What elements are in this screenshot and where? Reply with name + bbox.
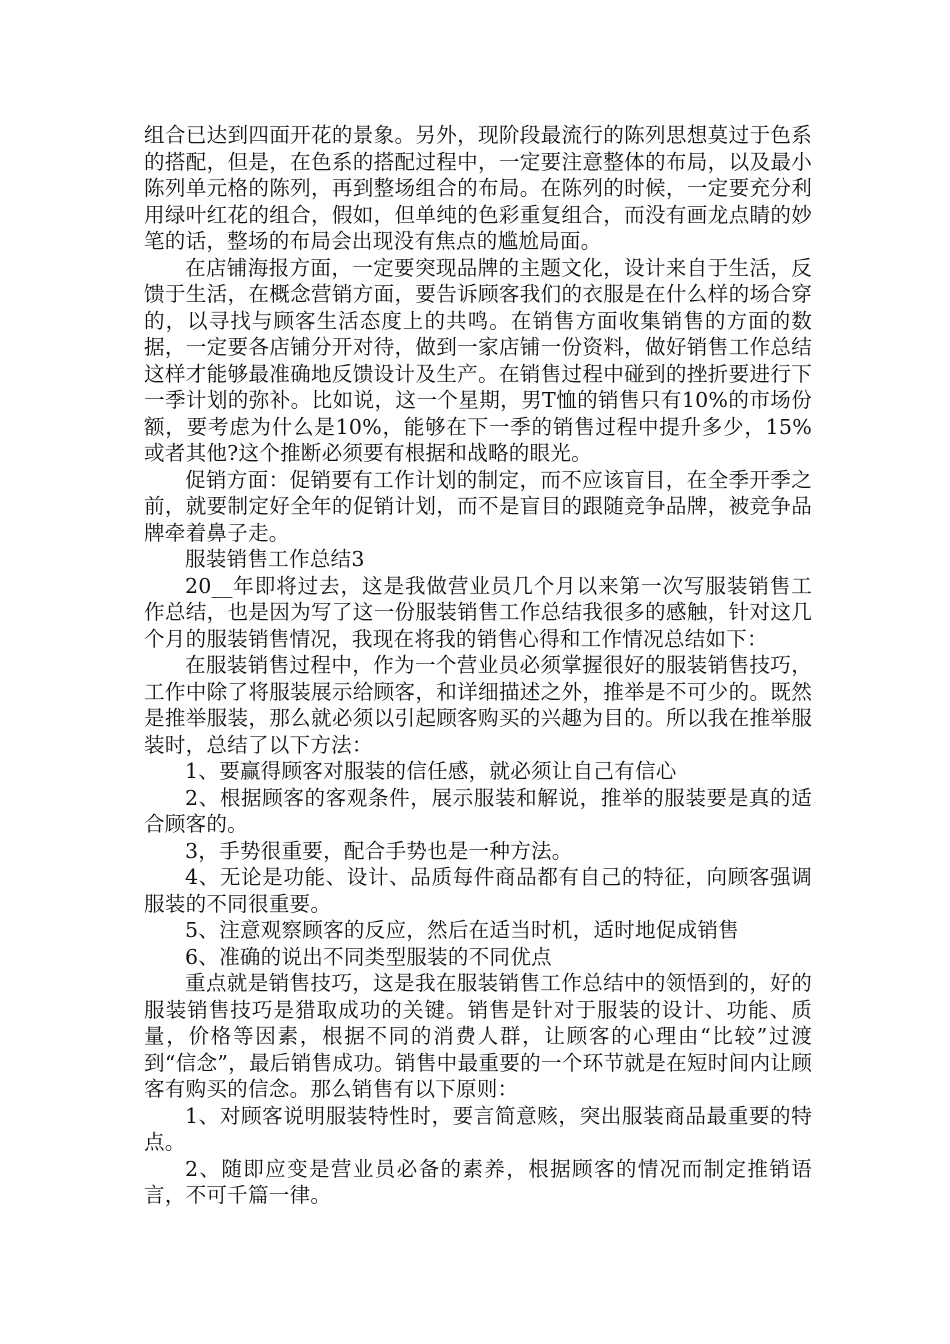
list-item-method-6: 6、准确的说出不同类型服装的不同优点 (185, 944, 552, 969)
list-item-method-5: 5、注意观察顾客的反应，然后在适当时机，适时地促成销售 (185, 918, 739, 942)
document-body (144, 122, 812, 1209)
list-item-method-1: 1、要赢得顾客对服装的信任感，就必须让自己有信心 (185, 759, 677, 783)
paragraph-promotion: 促销方面：促销要有工作计划的制定，而不应该盲目，在全季开季之前，就要制定好全年的促销计划，而不是盲目的跟随竞争品牌，被竞争品牌牵着鼻子走。 (144, 467, 812, 545)
list-item-principle-2: 2、随即应变是营业员必备的素养，根据顾客的情况而制定推销语言，不可千篇一律。 (144, 1156, 812, 1207)
list-item-method-2: 2、根据顾客的客观条件，展示服装和解说，推举的服装要是真的适合顾客的。 (144, 785, 812, 836)
paragraph-poster-marketing: 在店铺海报方面，一定要突现品牌的主题文化，设计来自于生活，反馈于生活，在概念营销方面，要告诉顾客我们的衣服是在什么样的场合穿的，以寻找与顾客生活态度上的共鸣。在销售方面收集销售的方面的数据，一定要各店铺分开对待，做到一家店铺一份资料，做好销售工作总结这样才能够最准确地反馈设计及生产。在销售过程中碰到的挫折要进行下一季计划的弥补。比如说，这一个星期，男T恤的销售只有10%的市场份额，要考虑为什么是10%，能够在下一季的销售过程中提升多少，15%或者其他?这个推断必须要有根据和战略的眼光。 (144, 255, 812, 465)
paragraph-sales-skills: 在服装销售过程中，作为一个营业员必须掌握很好的服装销售技巧，工作中除了将服装展示给顾客，和详细描述之外，推举是不可少的。既然是推举服装，那么就必须以引起顾客购买的兴趣为目的。所以我在推举服装时，总结了以下方法： (144, 653, 812, 757)
list-item-principle-1: 1、对顾客说明服装特性时，要言简意赅，突出服装商品最重要的特点。 (144, 1103, 812, 1154)
list-item-method-3: 3，手势很重要，配合手势也是一种方法。 (185, 838, 573, 863)
paragraph-intro: 20__年即将过去，这是我做营业员几个月以来第一次写服装销售工作总结，也是因为写了这一份服装销售工作总结我很多的感触，针对这几个月的服装销售情况，我现在将我的销售心得和工作情况总结如下： (144, 573, 812, 651)
list-item-method-4: 4、无论是功能、设计、品质每件商品都有自己的特征，向顾客强调服装的不同很重要。 (144, 865, 812, 916)
paragraph-key-skills: 重点就是销售技巧，这是我在服装销售工作总结中的领悟到的，好的服装销售技巧是猎取成功的关键。销售是针对于服装的设计、功能、质量，价格等因素，根据不同的消费人群，让顾客的心理由“比较”过渡到“信念”，最后销售成功。销售中最重要的一个环节就是在短时间内让顾客有购买的信念。那么销售有以下原则： (144, 971, 812, 1101)
paragraph-display-layout: 组合已达到四面开花的景象。另外，现阶段最流行的陈列思想莫过于色系的搭配，但是，在色系的搭配过程中，一定要注意整体的布局，以及最小陈列单元格的陈列，再到整场组合的布局。在陈列的时候，一定要充分利用绿叶红花的组合，假如，但单纯的色彩重复组合，而没有画龙点睛的妙笔的话，整场的布局会出现没有焦点的尴尬局面。 (144, 123, 812, 253)
section-heading: 服装销售工作总结3 (185, 547, 365, 571)
